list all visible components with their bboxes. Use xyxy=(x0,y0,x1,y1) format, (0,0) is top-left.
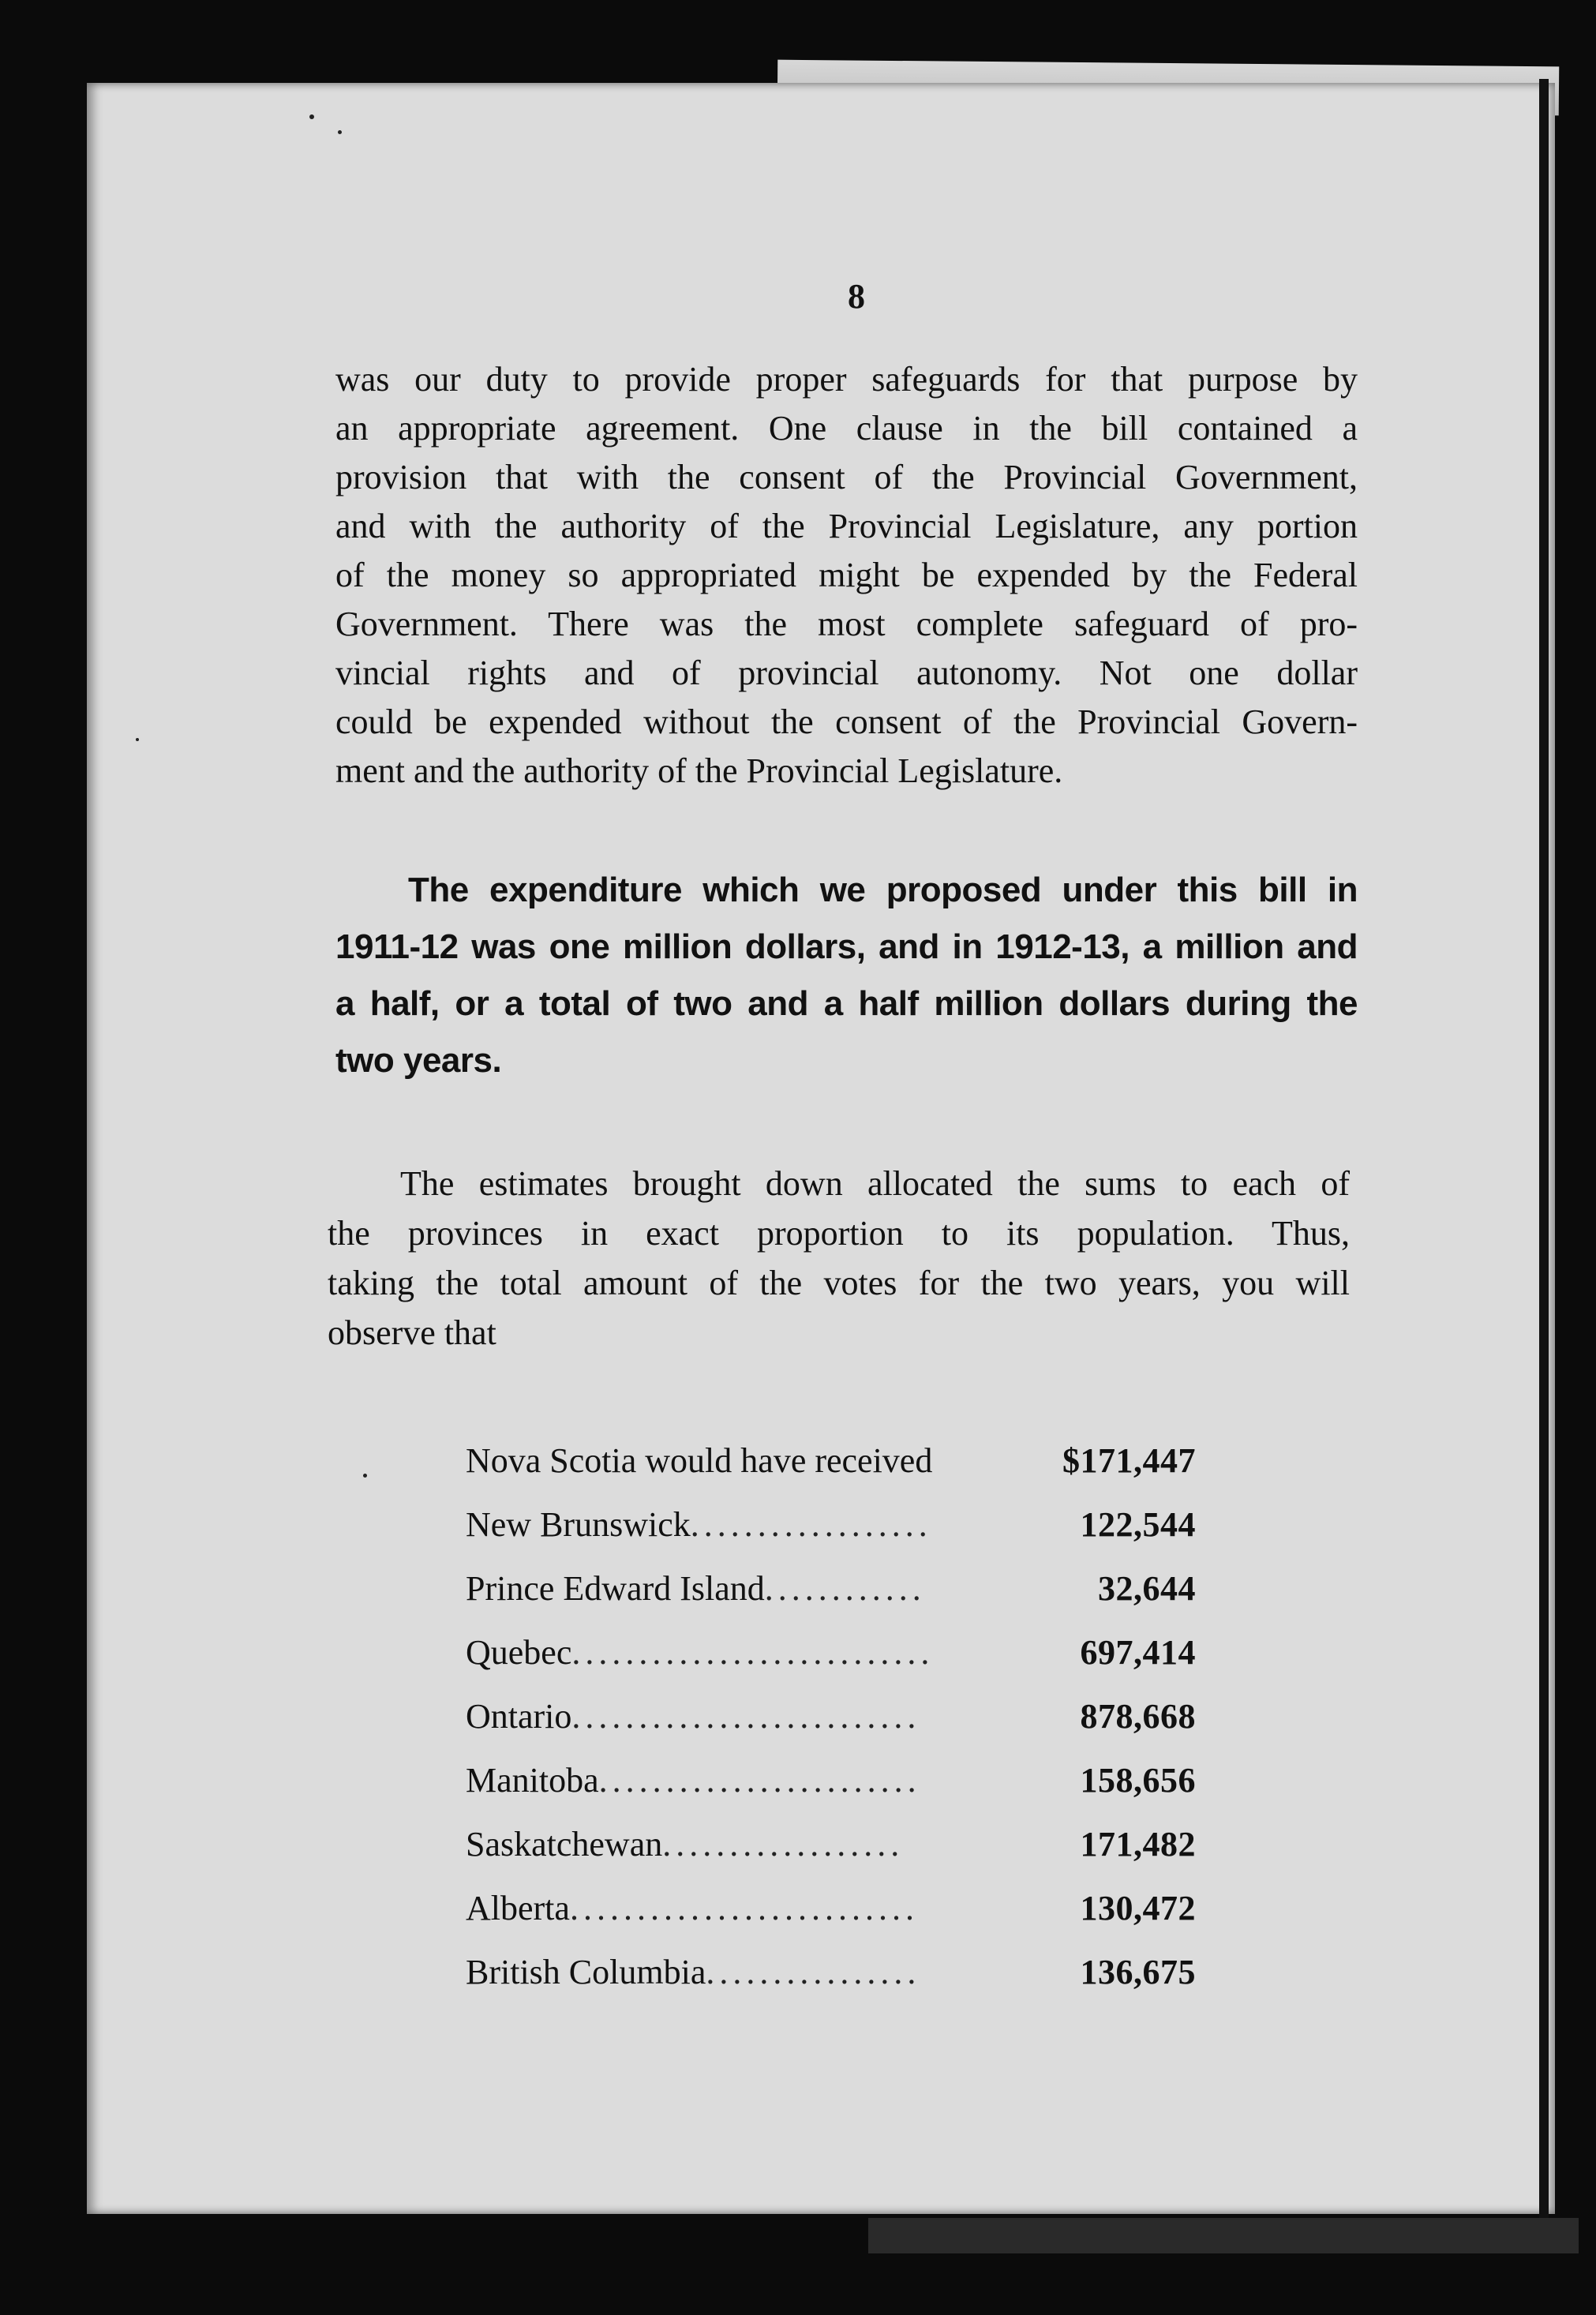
scan-speck xyxy=(363,1474,367,1478)
amount: 878,668 xyxy=(1080,1697,1196,1736)
dot-leader: ........................... xyxy=(571,1633,935,1672)
dot-leader: .......................... xyxy=(571,1697,921,1736)
amount: 158,656 xyxy=(1080,1761,1196,1800)
book-edge-right xyxy=(1539,79,1549,2226)
province-name: Manitoba........................ xyxy=(466,1761,921,1800)
table-row xyxy=(466,1876,1196,1940)
scan-speck xyxy=(309,114,314,119)
scan-speck xyxy=(136,738,139,741)
table-row xyxy=(466,1429,1196,1493)
amount: 136,675 xyxy=(1080,1953,1196,1991)
text-line: was our duty to provide proper safeguards for that purpose by xyxy=(335,360,1358,399)
table-row xyxy=(466,1812,1196,1876)
province-name: Alberta.......................... xyxy=(466,1889,919,1927)
text-line: and with the authority of the Provincial Legislature, any portion xyxy=(335,507,1358,545)
table-row xyxy=(466,1748,1196,1812)
table-row xyxy=(466,1556,1196,1620)
text-line: the provinces in exact proportion to its population. Thus, xyxy=(328,1214,1350,1253)
table-row xyxy=(466,1684,1196,1748)
amount: $171,447 xyxy=(1062,1441,1196,1480)
text-line: The estimates brought down allocated the sums to each of xyxy=(400,1164,1350,1203)
paragraph-expenditure xyxy=(335,862,1358,1089)
text-line: a half, or a total of two and a half million dollars during the xyxy=(335,984,1358,1023)
text-line: of the money so appropriated might be expended by the Federal xyxy=(335,556,1358,594)
text-line: 1911-12 was one million dollars, and in 1912-13, a million and xyxy=(335,927,1358,966)
amount: 171,482 xyxy=(1080,1825,1196,1864)
amount: 32,644 xyxy=(1098,1569,1196,1608)
text-line: taking the total amount of the votes for the two years, you will xyxy=(328,1264,1350,1302)
amount: 697,414 xyxy=(1080,1633,1196,1672)
province-name: Prince Edward Island............ xyxy=(466,1569,926,1608)
paragraph-estimates xyxy=(328,1159,1350,1358)
scan-speck xyxy=(338,130,342,134)
province-name: Ontario.......................... xyxy=(466,1697,921,1736)
dot-leader: ........................ xyxy=(598,1761,921,1800)
table-row xyxy=(466,1940,1196,2004)
dot-leader: ................ xyxy=(706,1953,921,1991)
paragraph-safeguards xyxy=(335,355,1358,796)
page-number: 8 xyxy=(848,277,865,316)
province-name: New Brunswick.................. xyxy=(466,1505,932,1544)
province-name: British Columbia................ xyxy=(466,1953,921,1991)
dot-leader: ............ xyxy=(764,1569,926,1608)
text-line: an appropriate agreement. One clause in the bill contained a xyxy=(335,409,1358,448)
text-line: observe that xyxy=(328,1313,496,1352)
amount: 122,544 xyxy=(1080,1505,1196,1544)
text-line: provision that with the consent of the Provincial Government, xyxy=(335,458,1358,496)
book-edge-bottom xyxy=(868,2218,1579,2253)
province-name: Nova Scotia would have received xyxy=(466,1441,933,1480)
allocation-table xyxy=(466,1429,1196,2004)
text-line: ment and the authority of the Provincial Legislature. xyxy=(335,751,1063,790)
amount: 130,472 xyxy=(1080,1889,1196,1927)
dot-leader: .......................... xyxy=(569,1889,919,1927)
province-name: Quebec........................... xyxy=(466,1633,935,1672)
text-line: vincial rights and of provincial autonomy. Not one dollar xyxy=(335,654,1358,692)
province-name: Saskatchewan.................. xyxy=(466,1825,905,1864)
table-row xyxy=(466,1620,1196,1684)
text-line: could be expended without the consent of the Provincial Govern- xyxy=(335,702,1358,741)
text-line: The expenditure which we proposed under this bill in xyxy=(408,871,1358,909)
dot-leader: .................. xyxy=(690,1505,932,1544)
table-row xyxy=(466,1493,1196,1556)
text-line: two years. xyxy=(335,1041,502,1080)
dot-leader: .................. xyxy=(662,1825,905,1864)
text-line: Government. There was the most complete safeguard of pro- xyxy=(335,605,1358,643)
